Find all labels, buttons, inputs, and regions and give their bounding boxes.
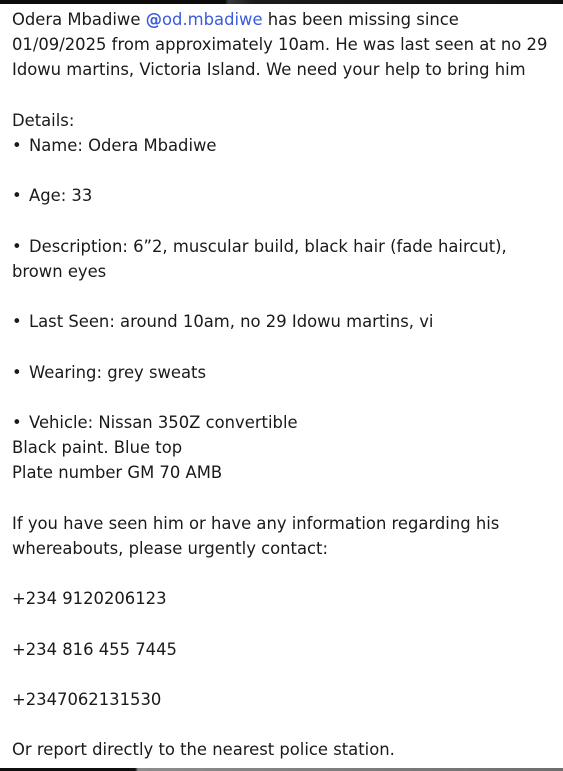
bullet-icon: •: [12, 236, 22, 256]
spacer: [12, 209, 557, 234]
image-edge-top: [0, 0, 563, 4]
spacer: [12, 334, 557, 359]
bullet-text: Wearing: grey sweats: [29, 362, 207, 382]
intro-line-2: 01/09/2025 from approximately 10am. He was last seen at no 29: [12, 35, 548, 55]
spacer: [12, 385, 557, 410]
closing-note: Or report directly to the nearest police station.: [12, 740, 395, 760]
at-icon: @: [145, 10, 163, 29]
bullet-text: Name: Odera Mbadiwe: [29, 135, 217, 155]
intro-line-1: [12, 7, 557, 32]
bullet-text: Age: 33: [29, 186, 93, 206]
phone-number[interactable]: +234 816 455 7445: [12, 639, 177, 659]
bullet-name: [12, 133, 557, 158]
vehicle-plate: Plate number GM 70 AMB: [12, 463, 223, 483]
details-heading: Details:: [12, 110, 75, 130]
post-body: [12, 7, 557, 763]
phone-number[interactable]: +234 9120206123: [12, 589, 167, 609]
bullet-icon: •: [12, 135, 22, 155]
spacer: [12, 486, 557, 511]
spacer: [12, 284, 557, 309]
phone-number[interactable]: +2347062131530: [12, 690, 162, 710]
bullet-vehicle: [12, 410, 557, 435]
description-continued: brown eyes: [12, 261, 107, 281]
spacer: [12, 712, 557, 737]
intro-line-3: Idowu martins, Victoria Island. We need your help to bring him: [12, 60, 526, 80]
vehicle-paint: Black paint. Blue top: [12, 438, 183, 458]
contact-request-line-2: whereabouts, please urgently contact:: [12, 538, 328, 558]
mention-handle: od.mbadiwe: [162, 10, 263, 29]
bullet-description: [12, 234, 557, 259]
spacer: [12, 662, 557, 687]
bullet-icon: •: [12, 362, 22, 382]
contact-request-line-1: If you have seen him or have any information regarding his: [12, 513, 500, 533]
intro-text: has been missing since: [267, 10, 459, 29]
bullet-icon: •: [12, 186, 22, 206]
missing-person-name: Odera Mbadiwe: [12, 10, 141, 29]
bullet-icon: •: [12, 312, 22, 332]
spacer: [12, 561, 557, 586]
bullet-wearing: [12, 360, 557, 385]
bullet-icon: •: [12, 413, 22, 432]
bullet-age: [12, 183, 557, 208]
spacer: [12, 158, 557, 183]
spacer: [12, 612, 557, 637]
spacer: [12, 83, 557, 108]
bullet-text: Last Seen: around 10am, no 29 Idowu martins, vi: [29, 312, 434, 332]
bullet-text: Vehicle: Nissan 350Z convertible: [29, 413, 298, 432]
bullet-last-seen: [12, 309, 557, 334]
mention-link[interactable]: [146, 10, 263, 29]
bullet-text: Description: 6”2, muscular build, black hair (fade haircut),: [29, 236, 507, 256]
